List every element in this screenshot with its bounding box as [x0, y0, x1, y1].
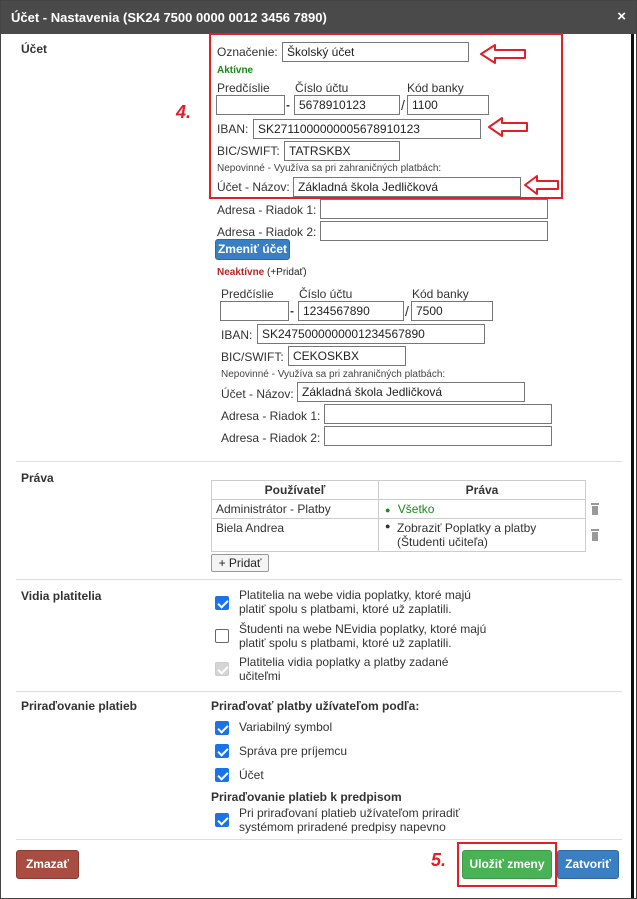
vidia-option-1: Platitelia na webe vidia poplatky, ktoré majú platiť spolu s platbami, ktoré už zaplatili.: [239, 588, 471, 616]
section-label-priradovanie: Priraďovanie platieb: [21, 699, 137, 713]
separator: [16, 691, 622, 692]
annotation-step-4: 4.: [176, 102, 192, 122]
inactive-account-dash: -: [290, 304, 294, 318]
rights-value: Zobraziť Poplatky a platby (Študenti učiteľa): [397, 521, 537, 549]
column-header-user: Používateľ: [212, 481, 379, 500]
dialog-title: Účet - Nastavenia (SK24 7500 0000 0012 3456 7890): [11, 10, 327, 25]
separator: [16, 579, 622, 580]
inactive-adresa1-input[interactable]: [324, 404, 552, 424]
inactive-account-slash: /: [405, 303, 409, 319]
inactive-bic-input[interactable]: CEKOSKBX: [288, 346, 406, 366]
adresa2-label: Adresa - Riadok 2:: [217, 225, 317, 239]
cell-user: Biela Andrea: [212, 519, 379, 552]
close-button[interactable]: Zatvoriť: [557, 850, 619, 879]
annotation-arrow-icon: [479, 43, 529, 65]
inactive-adresa2-label: Adresa - Riadok 2:: [221, 431, 321, 445]
add-right-button[interactable]: + Pridať: [211, 554, 269, 572]
cell-rights: ● Zobraziť Poplatky a platby (Študenti učiteľa): [379, 519, 586, 552]
section-label-prava: Práva: [21, 471, 54, 485]
checkbox-sprava-pre-prijemcu[interactable]: [215, 744, 229, 758]
checkbox-ucet[interactable]: [215, 768, 229, 782]
cell-user: Administrátor - Platby: [212, 500, 379, 519]
account-slash: /: [401, 97, 405, 113]
oznacenie-input[interactable]: Školský účet: [282, 42, 469, 62]
change-account-button[interactable]: Zmeniť účet: [215, 239, 290, 260]
inactive-iban-input[interactable]: SK2475000000001234567890: [257, 324, 485, 344]
checkbox-vidia-1[interactable]: [215, 596, 229, 610]
add-inactive-link[interactable]: (+Pridať): [267, 267, 307, 278]
section-label-ucet: Účet: [21, 42, 48, 56]
adresa1-label: Adresa - Riadok 1:: [217, 203, 317, 217]
bic-label: BIC/SWIFT:: [217, 144, 280, 158]
nazov-label: Účet - Názov:: [217, 180, 290, 194]
trash-icon[interactable]: [590, 503, 600, 515]
active-status: Aktívne: [217, 65, 254, 76]
inactive-adresa2-input[interactable]: [324, 426, 552, 446]
bic-input[interactable]: TATRSKBX: [284, 141, 400, 161]
delete-button[interactable]: Zmazať: [16, 850, 79, 879]
adresa2-input[interactable]: [320, 221, 548, 241]
checkbox-variabilny-symbol[interactable]: [215, 721, 229, 735]
trash-icon[interactable]: [590, 529, 600, 541]
priradovanie-heading-2: Priraďovanie platieb k predpisom: [211, 790, 402, 804]
predcislie-label: Predčíslie: [217, 81, 270, 95]
save-button[interactable]: Uložiť zmeny: [462, 850, 552, 879]
checkbox-napevno[interactable]: [215, 813, 229, 827]
inactive-status: Neaktívne: [217, 267, 265, 278]
nazov-input[interactable]: Základná škola Jedličková: [293, 177, 521, 197]
close-icon[interactable]: ×: [617, 8, 626, 25]
section-label-vidia: Vidia platitelia: [21, 589, 102, 603]
inactive-iban-label: IBAN:: [221, 328, 253, 342]
rights-value: Všetko: [397, 502, 435, 516]
vidia-option-3: Platitelia vidia poplatky a platby zadané učiteľmi: [239, 655, 449, 683]
option-variabilny-symbol: Variabilný symbol: [239, 720, 333, 734]
inactive-kod-label: Kód banky: [412, 287, 469, 301]
inactive-predcislie-label: Predčíslie: [221, 287, 274, 301]
cell-rights: ● Všetko: [379, 500, 586, 519]
inactive-optional-note: Nepovinné - Využíva sa pri zahraničných platbách:: [221, 369, 446, 380]
scrollbar[interactable]: [631, 34, 634, 898]
priradovanie-heading-1: Priraďovať platby užívateľom podľa:: [211, 699, 420, 713]
rights-header-row: [212, 481, 586, 500]
adresa1-input[interactable]: [320, 199, 548, 219]
rights-table: [211, 480, 586, 552]
table-row[interactable]: [212, 500, 586, 519]
cislo-uctu-input[interactable]: 5678910123: [294, 95, 400, 115]
separator: [16, 839, 622, 840]
inactive-nazov-label: Účet - Názov:: [221, 387, 294, 401]
option-napevno: Pri priraďovaní platieb užívateľom priradiť systémom priradené predpisy napevno: [239, 806, 460, 834]
annotation-step-5: 5.: [431, 850, 447, 870]
account-dash: -: [286, 98, 290, 112]
annotation-box-save: [457, 842, 557, 887]
dialog-titlebar: [1, 1, 636, 34]
optional-note: Nepovinné - Využíva sa pri zahraničných platbách:: [217, 163, 442, 174]
checkbox-vidia-3: [215, 662, 229, 676]
oznacenie-label: Označenie:: [217, 45, 278, 59]
iban-input[interactable]: SK2711000000005678910123: [253, 119, 481, 139]
option-ucet: Účet: [239, 768, 264, 782]
inactive-bic-label: BIC/SWIFT:: [221, 350, 284, 364]
separator: [16, 461, 622, 462]
column-header-rights: Práva: [379, 481, 586, 500]
inactive-adresa1-label: Adresa - Riadok 1:: [221, 409, 321, 423]
vidia-option-2: Študenti na webe NEvidia poplatky, ktoré majú platiť spolu s platbami, ktoré už zaplatili.: [239, 622, 487, 650]
inactive-predcislie-input[interactable]: [220, 301, 289, 321]
annotation-arrow-icon: [487, 116, 531, 138]
checkbox-vidia-2[interactable]: [215, 629, 229, 643]
kod-banky-label: Kód banky: [407, 81, 464, 95]
kod-banky-input[interactable]: 1100: [407, 95, 489, 115]
inactive-cislo-input[interactable]: 1234567890: [298, 301, 404, 321]
inactive-kod-input[interactable]: 7500: [411, 301, 493, 321]
iban-label: IBAN:: [217, 122, 249, 136]
cislo-uctu-label: Číslo účtu: [295, 81, 349, 95]
annotation-arrow-icon: [523, 174, 561, 196]
table-row[interactable]: [212, 519, 586, 552]
option-sprava-pre-prijemcu: Správa pre príjemcu: [239, 744, 348, 758]
inactive-nazov-input[interactable]: Základná škola Jedličková: [297, 382, 525, 402]
inactive-cislo-label: Číslo účtu: [299, 287, 353, 301]
